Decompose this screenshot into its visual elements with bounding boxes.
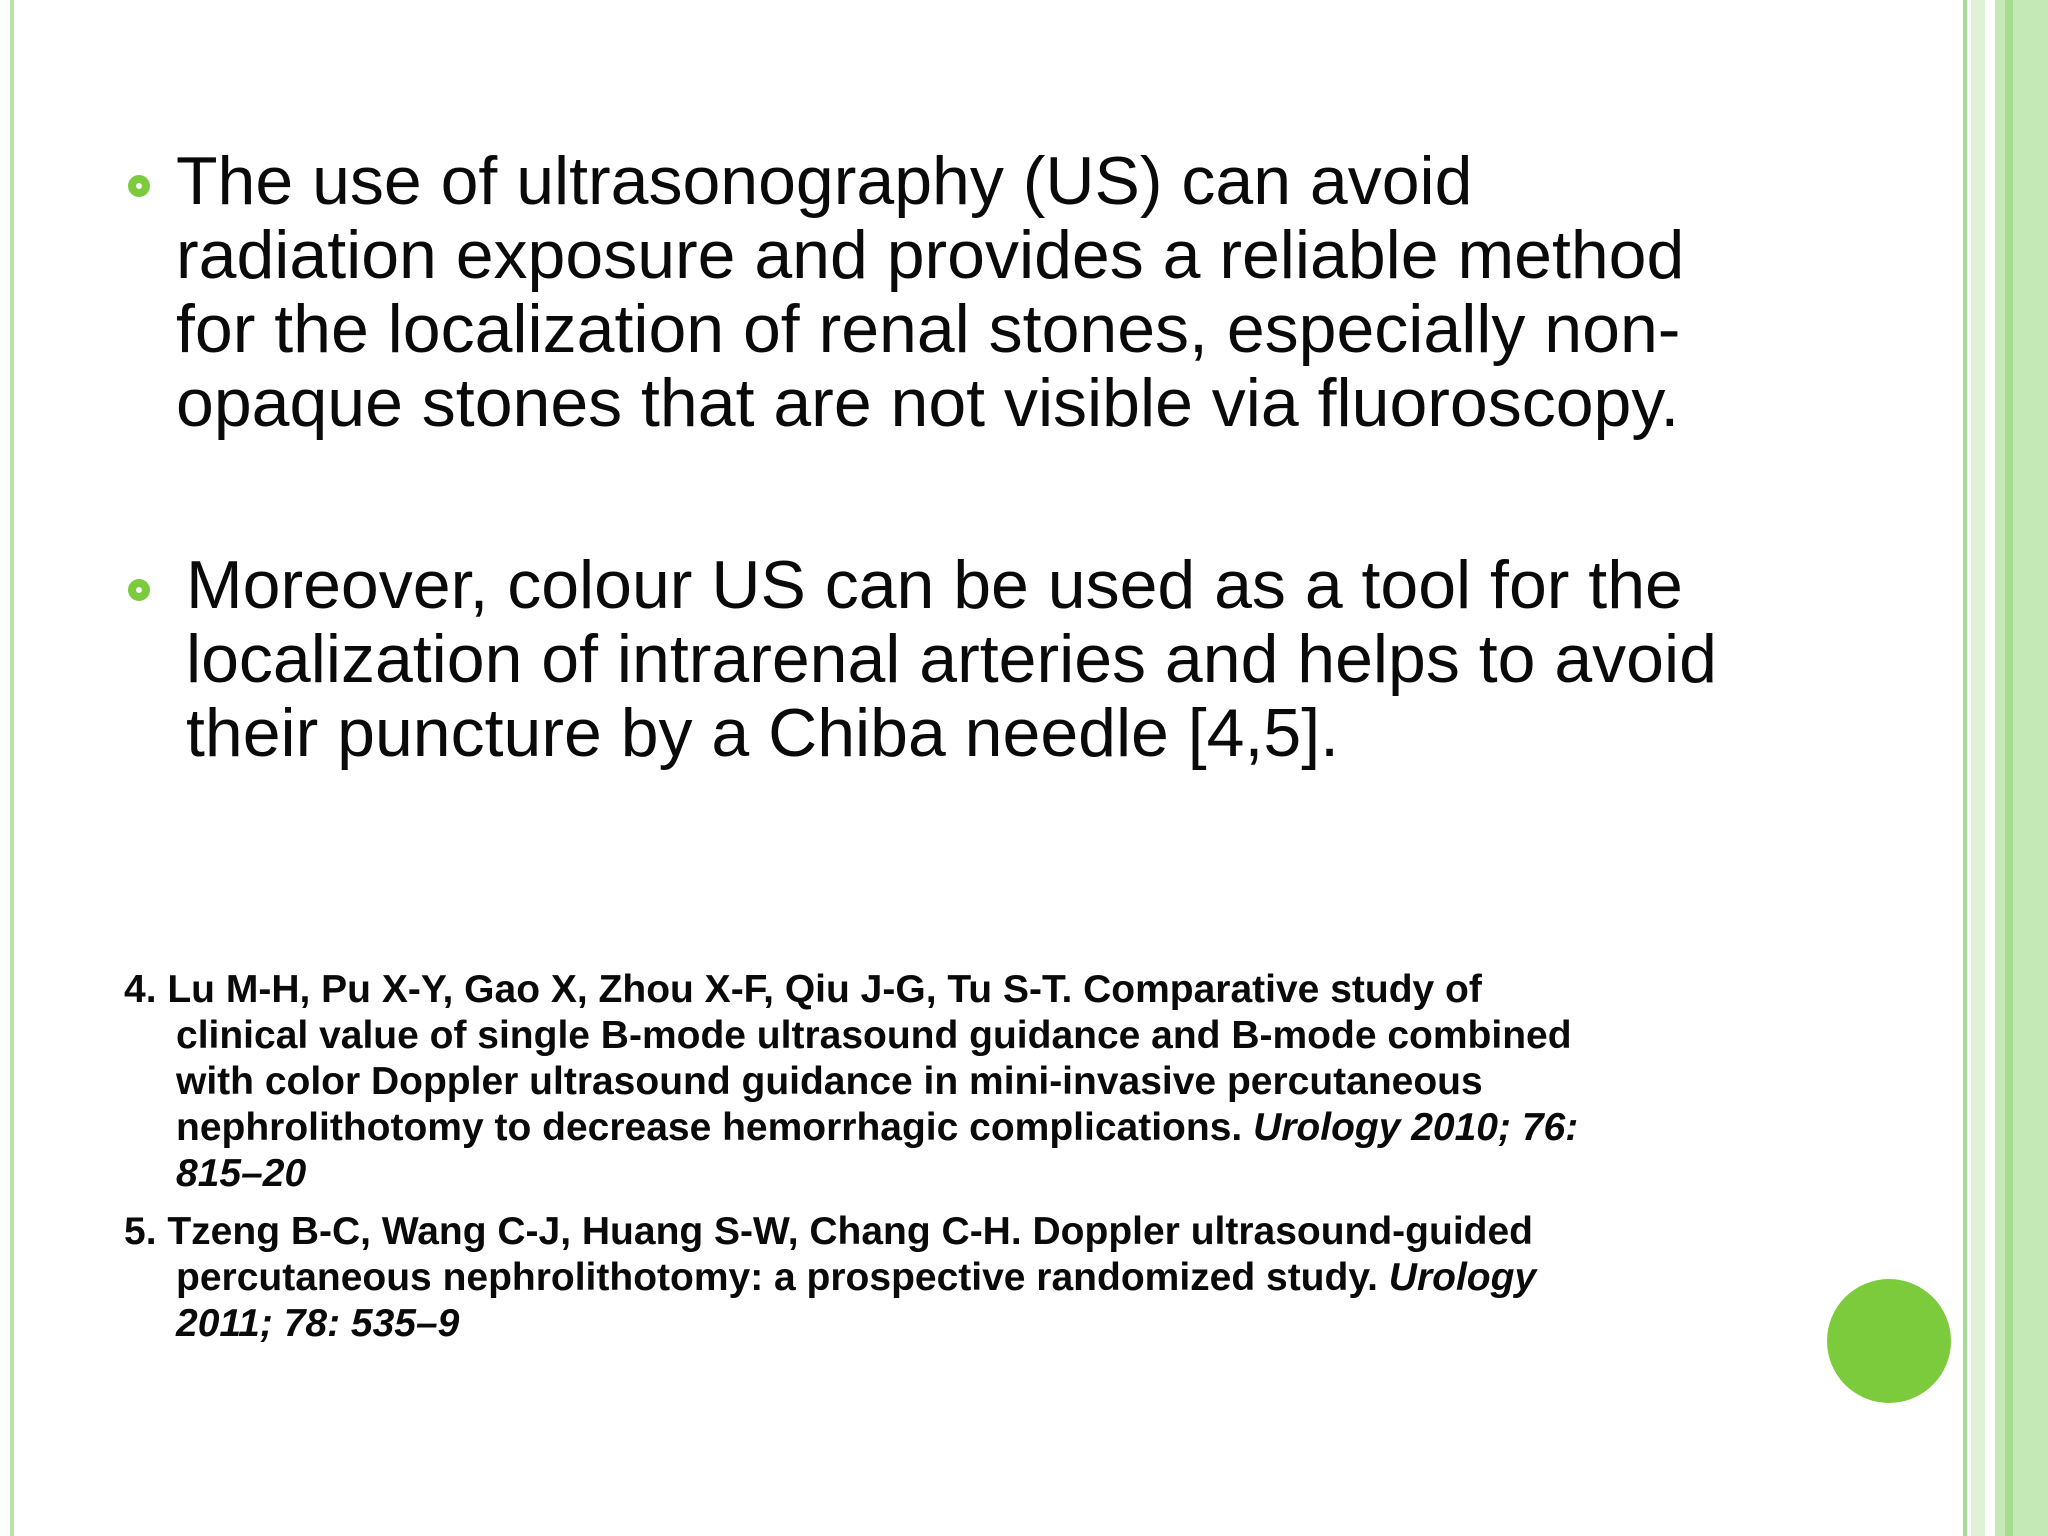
reference-line: 5. Tzeng B-C, Wang C-J, Huang S-W, Chang C-H. Doppler ultrasound-guided (124, 1210, 1533, 1253)
bullet-paragraph-1 (176, 144, 1736, 440)
paragraph-line: The use of ultrasonography (US) can avoid (176, 143, 1473, 219)
reference-line (124, 1105, 1724, 1151)
bullet-circle-icon (128, 175, 150, 197)
right-border-gap (1985, 0, 1995, 1536)
paragraph-line: opaque stones that are not visible via fluoroscopy. (176, 365, 1680, 441)
reference-line: with color Doppler ultrasound guidance in mini-invasive percutaneous (176, 1060, 1483, 1103)
right-border-line (2005, 0, 2013, 1536)
reference-5 (124, 1209, 1724, 1347)
journal-citation: 815–20 (176, 1152, 307, 1195)
reference-line: clinical value of single B-mode ultrasound guidance and B-mode combined (176, 1014, 1572, 1057)
reference-line (124, 1255, 1724, 1301)
bullet-paragraph-2 (186, 548, 1746, 770)
bullet-circle-icon (128, 579, 150, 601)
paragraph-line: their puncture by a Chiba needle [4,5]. (186, 695, 1339, 771)
right-border-line (1963, 0, 1967, 1536)
right-border-band (2013, 0, 2048, 1536)
paragraph-line: for the localization of renal stones, especially non- (176, 291, 1681, 367)
paragraph-line: Moreover, colour US can be used as a tool for the (186, 547, 1683, 623)
right-border-band (1995, 0, 2005, 1536)
paragraph-line: radiation exposure and provides a reliable method (176, 217, 1685, 293)
reference-text: percutaneous nephrolithotomy: a prospective randomized study. (176, 1256, 1389, 1299)
journal-citation: Urology (1388, 1256, 1537, 1299)
journal-citation: Urology 2010; 76: (1253, 1106, 1579, 1149)
decorative-green-circle (1827, 1279, 1951, 1403)
references (124, 967, 1724, 1359)
journal-citation: 2011; 78: 535–9 (176, 1302, 460, 1345)
reference-line: 4. Lu M-H, Pu X-Y, Gao X, Zhou X-F, Qiu J-G, Tu S-T. Comparative study of (124, 968, 1482, 1011)
left-border-line (10, 0, 14, 1536)
right-border-band (1971, 0, 1985, 1536)
reference-text: nephrolithotomy to decrease hemorrhagic complications. (176, 1106, 1254, 1149)
paragraph-line: localization of intrarenal arteries and helps to avoid (186, 621, 1717, 697)
reference-4 (124, 967, 1724, 1197)
